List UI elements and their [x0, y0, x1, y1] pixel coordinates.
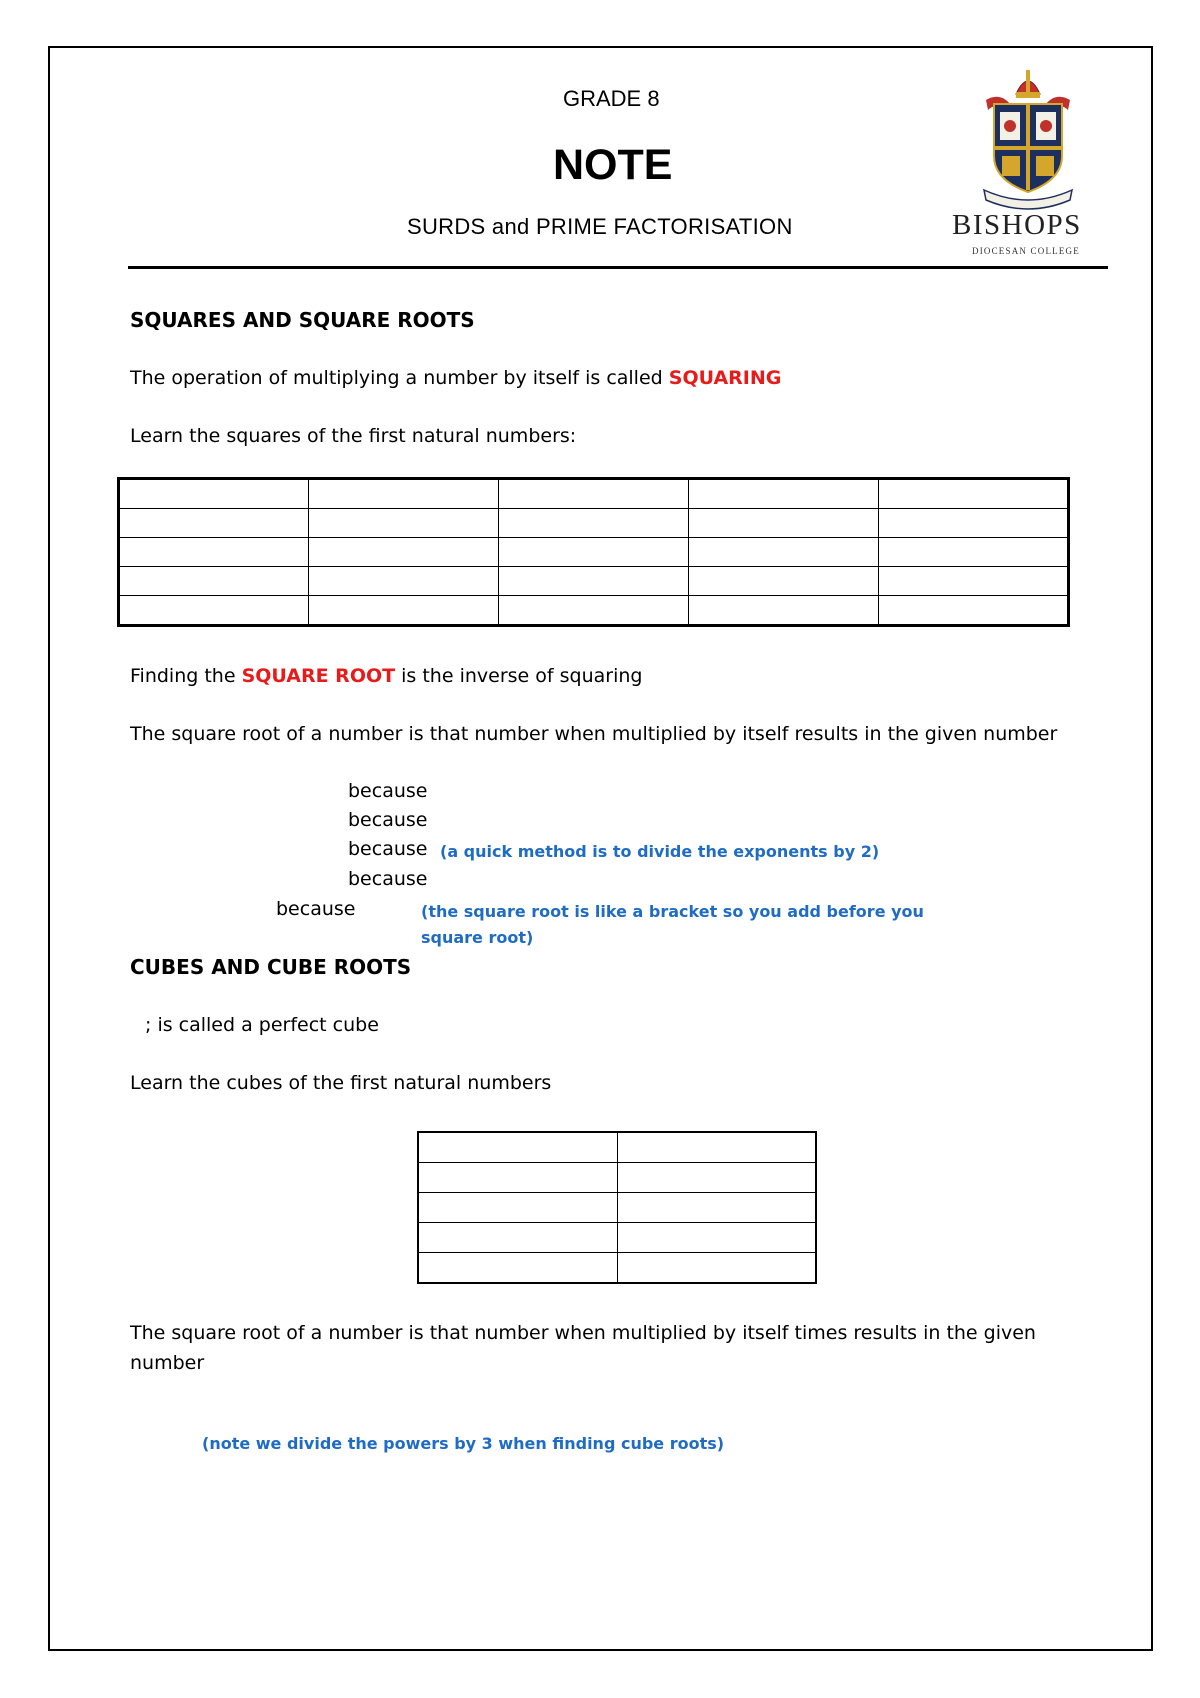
table-cell — [499, 479, 689, 509]
cube-root-definition-line-2: number — [130, 1352, 205, 1374]
table-cell — [119, 509, 309, 538]
cube-root-note: (note we divide the powers by 3 when finding cube roots) — [202, 1434, 725, 1453]
because-line-2: because — [348, 809, 428, 831]
square-root-intro-prefix: Finding the — [130, 665, 242, 687]
header-divider — [128, 266, 1108, 269]
learn-cubes-text: Learn the cubes of the first natural numbers — [130, 1072, 552, 1094]
table-cell — [879, 479, 1069, 509]
table-cell — [879, 509, 1069, 538]
square-root-intro — [130, 665, 642, 687]
table-cell — [309, 567, 499, 596]
school-crest-logo — [980, 64, 1076, 212]
school-name-logo: BISHOPS — [952, 209, 1082, 241]
table-cell — [309, 596, 499, 626]
table-cell — [119, 567, 309, 596]
table-row — [418, 1193, 816, 1223]
table-row — [418, 1163, 816, 1193]
note-title: NOTE — [553, 141, 673, 189]
table-cell — [617, 1193, 816, 1223]
table-cell — [309, 479, 499, 509]
table-cell — [309, 509, 499, 538]
table-cell — [689, 596, 879, 626]
table-cell — [689, 567, 879, 596]
table-row — [418, 1132, 816, 1163]
table-cell — [689, 538, 879, 567]
table-row — [119, 567, 1069, 596]
cube-root-definition-line-1: The square root of a number is that number when multiplied by itself times results in the given — [130, 1322, 1036, 1344]
perfect-cube-text: ; is called a perfect cube — [145, 1014, 379, 1036]
because-line-1: because — [348, 780, 428, 802]
table-cell — [418, 1223, 617, 1253]
table-cell — [879, 596, 1069, 626]
table-cell — [418, 1193, 617, 1223]
table-cell — [689, 509, 879, 538]
bracket-note-line-2: square root) — [421, 928, 534, 947]
squares-table — [117, 477, 1070, 627]
table-cell — [617, 1253, 816, 1284]
table-cell — [418, 1163, 617, 1193]
school-subtitle-logo: DIOCESAN COLLEGE — [972, 246, 1080, 256]
table-cell — [418, 1253, 617, 1284]
table-row — [119, 596, 1069, 626]
table-cell — [119, 479, 309, 509]
bracket-note-line-1: (the square root is like a bracket so you add before you — [421, 902, 924, 921]
because-line-3: because — [348, 838, 428, 860]
table-row — [119, 538, 1069, 567]
cubes-table — [417, 1131, 817, 1284]
square-root-intro-suffix: is the inverse of squaring — [395, 665, 643, 687]
grade-label: GRADE 8 — [563, 86, 660, 111]
table-cell — [617, 1132, 816, 1163]
table-cell — [617, 1163, 816, 1193]
table-row — [119, 509, 1069, 538]
table-row — [119, 479, 1069, 509]
because-line-5: because — [276, 898, 356, 920]
squares-heading: SQUARES AND SQUARE ROOTS — [130, 308, 475, 332]
squaring-term: SQUARING — [668, 367, 782, 389]
table-cell — [499, 596, 689, 626]
table-cell — [418, 1132, 617, 1163]
square-root-definition: The square root of a number is that number when multiplied by itself results in the given number — [130, 723, 1058, 745]
because-line-4: because — [348, 868, 428, 890]
table-cell — [119, 538, 309, 567]
table-cell — [879, 567, 1069, 596]
table-row — [418, 1223, 816, 1253]
learn-squares-text: Learn the squares of the first natural numbers: — [130, 425, 577, 447]
table-cell — [499, 538, 689, 567]
table-row — [418, 1253, 816, 1284]
table-cell — [879, 538, 1069, 567]
table-cell — [119, 596, 309, 626]
square-root-term: SQUARE ROOT — [241, 665, 396, 687]
table-cell — [689, 479, 879, 509]
squaring-definition-text: The operation of multiplying a number by itself is called — [130, 367, 669, 389]
cubes-heading: CUBES AND CUBE ROOTS — [130, 955, 412, 979]
table-cell — [617, 1223, 816, 1253]
note-subtitle: SURDS and PRIME FACTORISATION — [407, 214, 793, 239]
exponents-note: (a quick method is to divide the exponents by 2) — [440, 842, 880, 861]
squaring-definition — [130, 367, 781, 389]
table-cell — [499, 509, 689, 538]
table-cell — [309, 538, 499, 567]
table-cell — [499, 567, 689, 596]
